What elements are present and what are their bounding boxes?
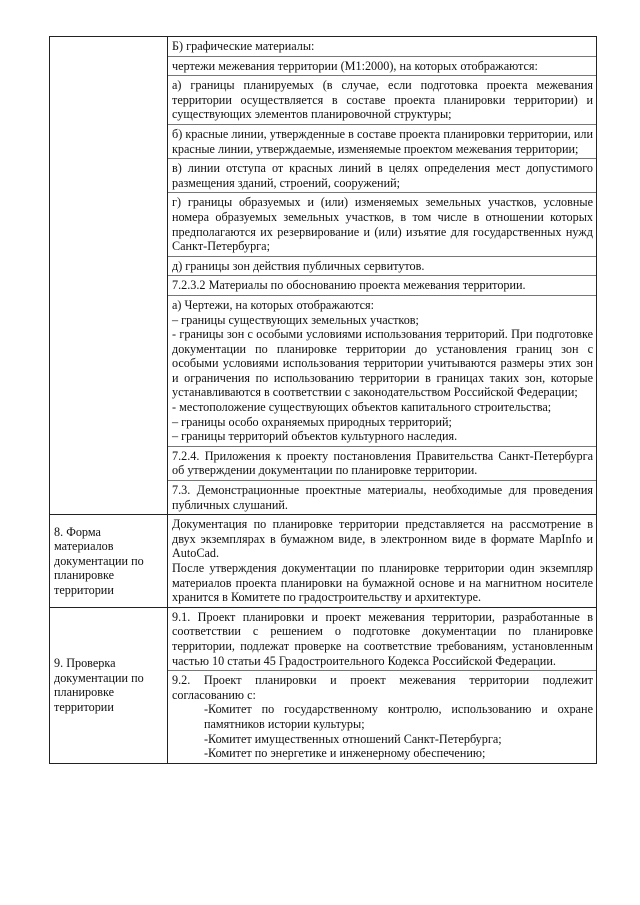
text-line: – границы территорий объектов культурного наследия. (172, 429, 458, 444)
text-line: Документация по планировке территории представляется на рассмотрение в двух экземплярах в бумажном виде, в электронном виде в формате MapInfo и AutoCad. (172, 517, 593, 561)
text-line: - границы зон с особыми условиями использования территорий. При подготовке документации по планировке территории до установления границ зон с особыми условиями использования территории учитываются размеры этих зон и ограничения по использованию территории в границах таких зон, которые устанавливаются в соответствии с законодательством Российской Федерации; (172, 327, 593, 400)
text-line: 7.3. Демонстрационные проектные материалы, необходимые для проведения публичных слушаний. (172, 483, 593, 512)
text-line: в) линии отступа от красных линий в целях определения мест допустимого размещения зданий, строений, сооружений; (172, 161, 593, 190)
paragraph (168, 515, 596, 607)
row-content-cell (168, 515, 597, 608)
text-line: - местоположение существующих объектов капитального строительства; (172, 400, 552, 415)
table-row (50, 37, 597, 515)
text-line: д) границы зон действия публичных сервитутов. (172, 258, 425, 273)
paragraph (168, 481, 596, 514)
table-row (50, 607, 597, 763)
text-line: 7.2.4. Приложения к проекту постановления Правительства Санкт-Петербурга об утверждении документации по планировке территории. (172, 448, 593, 478)
paragraph (168, 608, 596, 671)
text-line: Б) графические материалы: (172, 39, 315, 53)
paragraph (168, 37, 596, 57)
document-page (49, 36, 597, 764)
text-line: а) Чертежи, на которых отображаются: (172, 297, 374, 312)
row-label: 8. Форма материалов документации по планировке территории (54, 524, 144, 597)
text-line: 7.2.3.2 Материалы по обоснованию проекта межевания территории. (172, 278, 526, 293)
text-line: -Комитет имущественных отношений Санкт-Петербурга; (204, 731, 502, 746)
paragraph (168, 447, 596, 481)
paragraph (168, 159, 596, 193)
row-content-cell (168, 37, 597, 515)
text-line: – границы особо охраняемых природных территорий; (172, 414, 452, 429)
row-content-cell (168, 607, 597, 763)
text-line: – границы существующих земельных участков; (172, 312, 419, 327)
text-line: -Комитет по государственному контролю, использованию и охране памятников истории культуры; (204, 702, 593, 731)
requirements-table (49, 36, 597, 764)
row-label-cell (50, 515, 168, 608)
row-label-cell (50, 37, 168, 515)
paragraph (168, 57, 596, 77)
row-label-cell (50, 607, 168, 763)
text-line: -Комитет по энергетике и инженерному обеспечению; (204, 746, 486, 761)
text-line: чертежи межевания территории (М1:2000), на которых отображаются: (172, 58, 538, 73)
text-line: а) границы планируемых (в случае, если подготовка проекта межевания территории осуществляется в составе проекта планировки территории) и существующих элементов планировочной структуры; (172, 78, 593, 122)
text-line: После утверждения документации по планировке территории один экземпляр материалов проекта планировки на бумажной основе и на магнитном носителе хранится в Комитете по градостроительству и архитектуре. (172, 561, 593, 605)
text-line: г) границы образуемых и (или) изменяемых земельных участков, условные номера образуемых земельных участков, в том числе в отношении которых предполагаются их резервирование и (или) изъятие для государственных нужд Санкт-Петербурга; (172, 195, 593, 254)
row-label: 9. Проверка документации по планировке территории (54, 656, 144, 714)
text-line: 9.1. Проект планировки и проект межевания территории, разработанные в соответствии с решением о подготовке документации по планировке территории, подлежат проверке на соответствие требованиям, установленным частью 10 статьи 45 Градостроительного Кодекса Российской Федерации. (172, 609, 593, 668)
text-line: б) красные линии, утвержденные в составе проекта планировки территории, или красные линии, утверждаемые, изменяемые проектом межевания территории; (172, 126, 593, 156)
text-line: 9.2. Проект планировки и проект межевания территории подлежит согласованию с: (172, 673, 593, 702)
paragraph (168, 296, 596, 447)
paragraph (168, 193, 596, 256)
paragraph (168, 257, 596, 277)
paragraph (168, 125, 596, 159)
paragraph (168, 76, 596, 125)
paragraph (168, 276, 596, 296)
table-row (50, 515, 597, 608)
paragraph (168, 671, 596, 763)
